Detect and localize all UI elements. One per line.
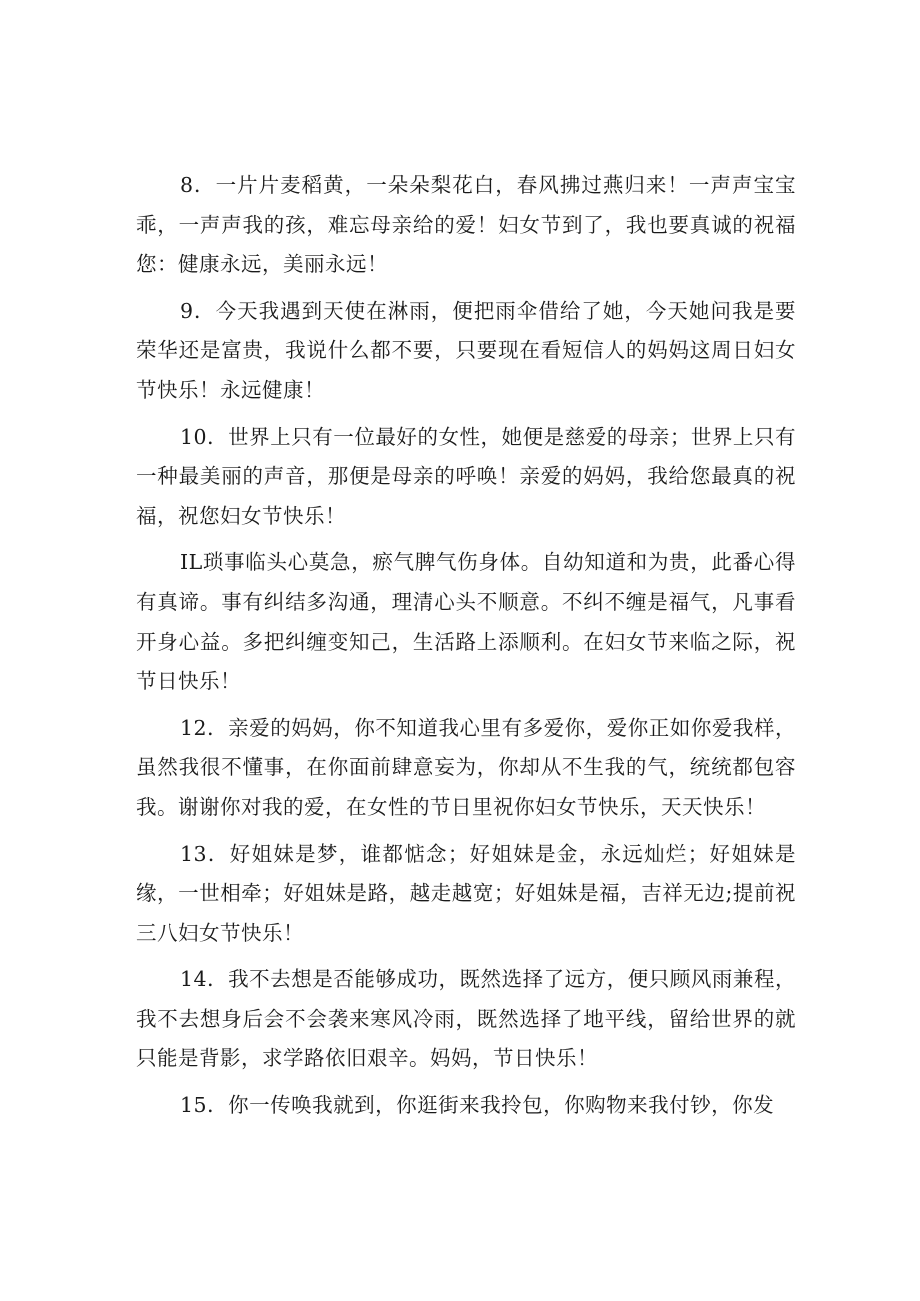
paragraph-10: 10．世界上只有一位最好的女性，她便是慈爱的母亲；世界上只有一种最美丽的声音，那便是母亲的呼唤！亲爱的妈妈，我给您最真的祝福，祝您妇女节快乐！ <box>136 424 796 528</box>
paragraph-15: 15．你一传唤我就到，你逛街来我拎包，你购物来我付钞，你发 <box>180 1093 775 1118</box>
paragraph-13: 13．好姐妹是梦，谁都惦念；好姐妹是金，永远灿烂；好姐妹是缘，一世相牵；好姐妹是路，越走越宽；好姐妹是福，吉祥无边;提前祝三八妇女节快乐！ <box>136 841 796 945</box>
paragraph-9: 9．今天我遇到天使在淋雨，便把雨伞借给了她，今天她问我是要荣华还是富贵，我说什么都不要，只要现在看短信人的妈妈这周日妇女节快乐！永远健康！ <box>136 298 796 402</box>
paragraph-11: IL琐事临头心莫急，瘀气脾气伤身体。自幼知道和为贵，此番心得有真谛。事有纠结多沟通，理清心头不顺意。不纠不缠是福气，凡事看开身心益。多把纠缠变知己，生活路上添顺利。在妇女节来临之际，祝节日快乐！ <box>136 550 796 694</box>
paragraph-8: 8．一片片麦稻黄，一朵朵梨花白，春风拂过燕归来！一声声宝宝乖，一声声我的孩，难忘母亲给的爱！妇女节到了，我也要真诚的祝福您：健康永远，美丽永远！ <box>136 173 796 277</box>
document-body <box>136 166 796 1133</box>
paragraph-12: 12．亲爱的妈妈，你不知道我心里有多爱你，爱你正如你爱我样，虽然我很不懂事，在你面前肆意妄为，你却从不生我的气，统统都包容我。谢谢你对我的爱，在女性的节日里祝你妇女节快乐，天天快乐！ <box>136 715 796 819</box>
paragraph-14: 14．我不去想是否能够成功，既然选择了远方，便只顾风雨兼程，我不去想身后会不会袭来寒风冷雨，既然选择了地平线，留给世界的就只能是背影，求学路依旧艰辛。妈妈，节日快乐！ <box>136 967 796 1071</box>
